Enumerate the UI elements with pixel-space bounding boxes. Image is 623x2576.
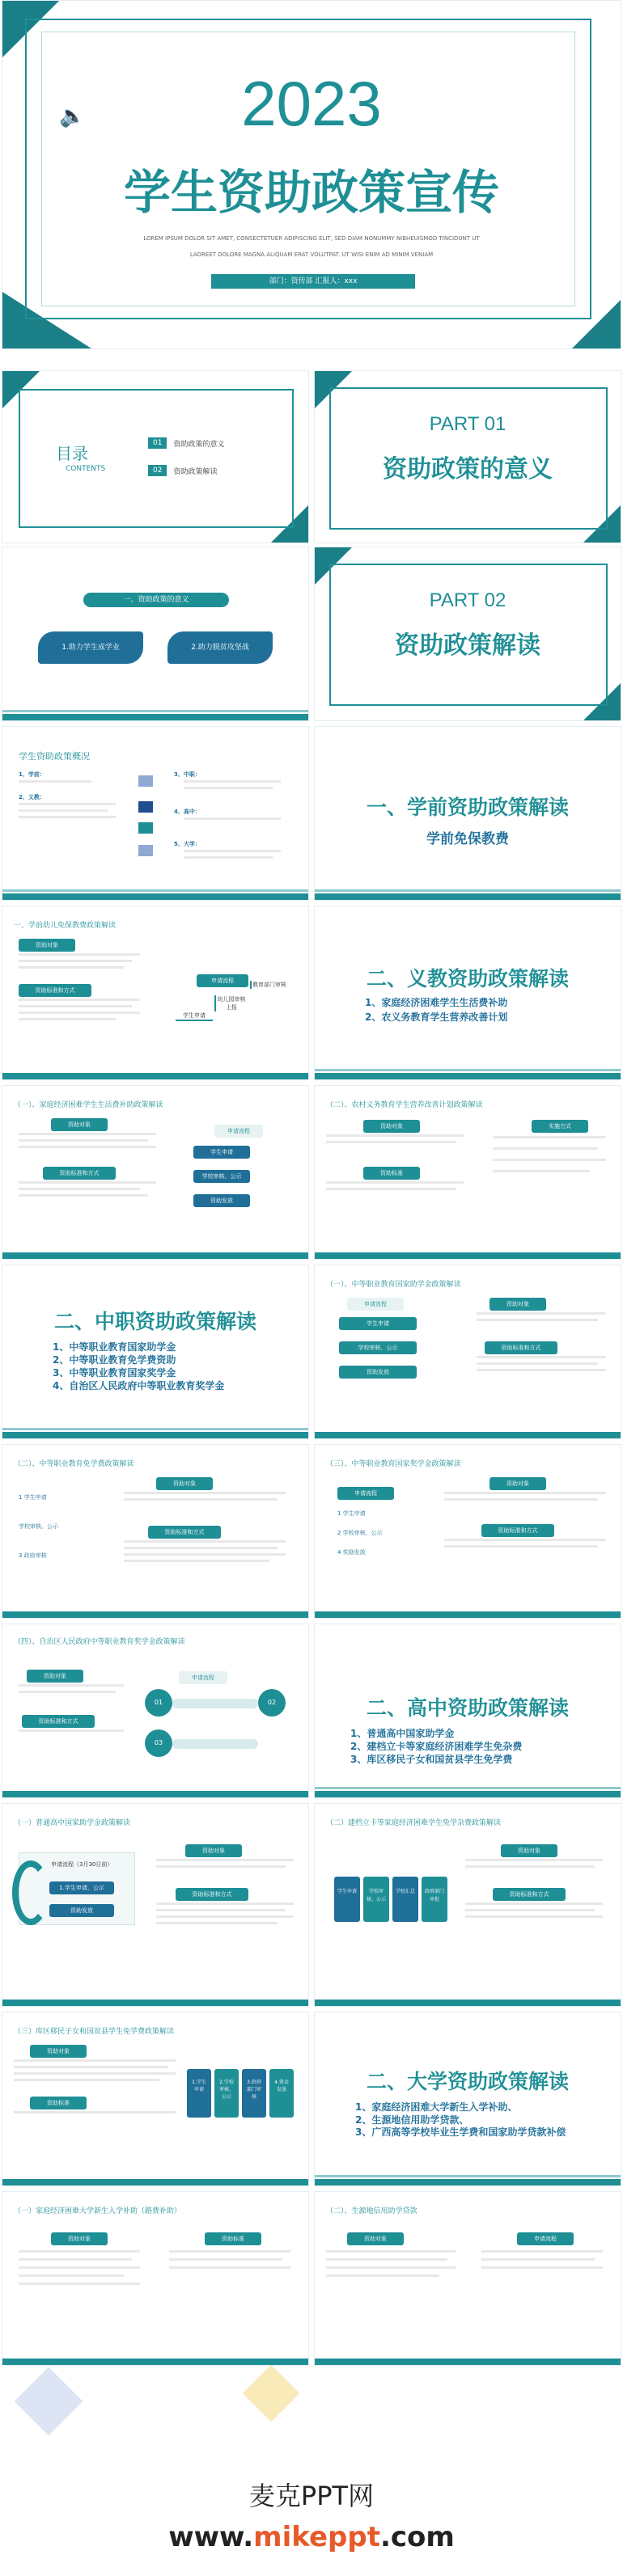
slide-part-01[interactable]: [314, 370, 621, 543]
uni-item-3: 3、广西高等学校毕业生学费和国家助学贷款补偿: [355, 2126, 566, 2138]
text-placeholder: [444, 1492, 606, 1494]
bottom-bar: [315, 1252, 621, 1259]
nu-pill-2: 资助标准: [363, 1167, 420, 1180]
toc-label-1: 资助政策的意义: [173, 440, 225, 449]
text-placeholder: [19, 1018, 116, 1020]
rs-pill-2: 资助标准和方式: [22, 1715, 95, 1728]
toc-item-2[interactable]: [148, 465, 217, 476]
fw-flow-4: 政府部门审批: [422, 1877, 447, 1922]
sig-header: 一、资助政策的意义: [123, 596, 189, 604]
text-placeholder: [19, 1684, 124, 1687]
ng-flow-title: 申请流程: [347, 1298, 404, 1311]
hs-item-1: 1、普通高中国家助学金: [350, 1728, 455, 1739]
bottom-bar-light: [315, 1787, 621, 1789]
vs-side-0: 申请流程: [337, 1487, 394, 1500]
text-placeholder: [14, 2072, 176, 2075]
text-placeholder: [19, 803, 116, 805]
text-placeholder: [444, 1498, 598, 1501]
text-placeholder: [477, 1369, 606, 1371]
footer-url[interactable]: [0, 2521, 623, 2553]
ta-header: （一）家庭经济困难大学新生入学补助（路费补助）: [14, 2207, 182, 2215]
bottom-bar: [315, 2179, 621, 2185]
bottom-bar-light: [2, 710, 308, 712]
hsg-pill-1: 资助对象: [185, 1844, 242, 1857]
preschool-title: 一、学前资助政策解读: [366, 796, 569, 819]
compulsory-item-1: 1、家庭经济困难学生生活费补助: [365, 997, 508, 1008]
compulsory-item-2: 2、农义务教育学生营养改善计划: [365, 1011, 508, 1023]
slide-highschool-title[interactable]: [314, 1624, 621, 1798]
bottom-bar: [2, 1073, 308, 1079]
ps-header: 一、学前幼儿免保教费政策解读: [14, 922, 117, 930]
footer-url-mid: mikeppt: [253, 2521, 380, 2553]
text-placeholder: [481, 2258, 595, 2261]
toc-title: 目录: [56, 444, 88, 463]
text-placeholder: [465, 1902, 603, 1905]
bottom-bar: [2, 1252, 308, 1259]
compulsory-title: 二、义教资助政策解读: [366, 967, 569, 990]
hs-title: 二、高中资助政策解读: [366, 1696, 569, 1720]
text-placeholder: [465, 1859, 603, 1861]
voc-item-2: 2、中等职业教育免学费资助: [53, 1354, 176, 1366]
overview-title: 学生资助政策概况: [19, 751, 90, 762]
rv-flow-1: 1.学生申请: [187, 2069, 211, 2118]
bottom-bar: [315, 2359, 621, 2365]
bottom-bar: [315, 1611, 621, 1618]
ps-pill-2: 资助标准和方式: [19, 984, 91, 997]
la-pill-2: 资助标准和方式: [43, 1167, 116, 1180]
bottom-bar-light: [2, 1428, 308, 1430]
text-placeholder: [493, 1159, 606, 1161]
sl-pill-1: 资助对象: [347, 2232, 404, 2245]
slide-reservoir[interactable]: [2, 2012, 309, 2186]
text-placeholder: [124, 1560, 269, 1562]
hsg-pill-2: 资助标准和方式: [176, 1888, 248, 1901]
text-placeholder: [124, 1547, 278, 1549]
slide-compulsory-title[interactable]: [314, 906, 621, 1080]
text-placeholder: [19, 960, 132, 962]
bottom-bar: [2, 2179, 308, 2185]
tf-pill-1: 资助对象: [156, 1477, 213, 1490]
text-placeholder: [19, 1729, 124, 1732]
la-flow-2: 学校审核、公示: [193, 1170, 250, 1183]
text-placeholder: [19, 2274, 124, 2277]
vs-side-1: 1 学生申请: [337, 1510, 366, 1517]
toc-num-2: 02: [148, 465, 167, 476]
bottom-bar-light: [315, 889, 621, 892]
text-placeholder: [477, 1319, 598, 1321]
text-placeholder: [326, 1134, 464, 1137]
deco-diamond-right: [243, 2365, 300, 2422]
text-placeholder: [169, 2250, 290, 2253]
overview-item-2: 2、义教：: [19, 794, 45, 800]
bottom-bar: [315, 1432, 621, 1438]
vs-pill-2: 资助标准和方式: [481, 1524, 554, 1537]
bottom-bar: [2, 1791, 308, 1797]
text-placeholder: [326, 2266, 456, 2269]
la-pill-1: 资助对象: [51, 1118, 108, 1131]
uni-item-2: 2、生源地信用助学贷款、: [355, 2114, 469, 2126]
text-placeholder: [19, 1691, 116, 1693]
ps-flow-title: 申请流程: [197, 974, 248, 987]
text-placeholder: [19, 1181, 156, 1184]
deco-diamond-left: [15, 2367, 83, 2436]
bottom-bar: [2, 714, 308, 720]
text-placeholder: [19, 1194, 148, 1197]
text-placeholder: [465, 1865, 595, 1868]
bottom-bar: [315, 1791, 621, 1797]
preschool-sub: 学前免保教费: [426, 831, 509, 847]
text-placeholder: [184, 787, 273, 789]
text-placeholder: [14, 2066, 167, 2068]
tf-pill-2: 资助标准和方式: [148, 1526, 221, 1539]
hs-item-2: 2、建档立卡等家庭经济困难学生免杂费: [350, 1741, 523, 1752]
text-placeholder: [326, 2258, 447, 2261]
text-placeholder: [444, 1545, 598, 1548]
voc-item-4: 4、自治区人民政府中等职业教育奖学金: [53, 1380, 225, 1391]
ps-pill-1: 资助对象: [19, 939, 75, 952]
text-placeholder: [19, 2250, 140, 2253]
uni-title: 二、大学资助政策解读: [366, 2070, 569, 2093]
fw-header: （二）建档立卡等家庭经济困难学生免学杂费政策解读: [326, 1819, 502, 1827]
slide-hs-grant[interactable]: [2, 1803, 309, 2007]
text-placeholder: [124, 1553, 286, 1556]
rv-flow-2: 2.学校审核、公示: [214, 2069, 239, 2118]
text-placeholder: [477, 1362, 598, 1365]
hsg-header: （一）普通高中国家助学金政策解读: [14, 1819, 131, 1827]
text-placeholder: [156, 1922, 278, 1924]
text-placeholder: [169, 2258, 282, 2261]
bottom-bar: [315, 893, 621, 900]
ng-flow-1: 学生申请: [339, 1317, 417, 1330]
slide-living-allowance[interactable]: [2, 1085, 309, 1260]
slide-student-loan[interactable]: [314, 2191, 621, 2366]
slide-travel-allowance[interactable]: [2, 2191, 309, 2366]
toc-sub: CONTENTS: [66, 465, 106, 473]
sig-box-1[interactable]: [38, 631, 143, 664]
slide-tuition-free[interactable]: [2, 1444, 309, 1619]
overview-box-1: [138, 775, 153, 787]
toc-num-1: 01: [148, 437, 167, 449]
text-placeholder: [326, 2274, 439, 2277]
toc-item-1[interactable]: [148, 437, 224, 449]
cover-lorem-2: LAOREET DOLORE MAGNA ALIQUAM ERAT VOLUTPAT. UT WISI ENIM AD MINIM VENIAM: [189, 251, 434, 258]
bottom-bar: [315, 2000, 621, 2006]
hsg-arc: [12, 1860, 49, 1925]
slide-overview[interactable]: [2, 726, 309, 901]
text-placeholder: [124, 1540, 286, 1543]
hsg-flow-1: 申请流程（3月30日前）: [51, 1861, 113, 1868]
text-placeholder: [184, 856, 273, 859]
text-placeholder: [184, 817, 281, 820]
bottom-bar-light: [315, 1069, 621, 1071]
ta-pill-1: 资助对象: [51, 2232, 108, 2245]
text-placeholder: [493, 1147, 598, 1150]
rs-circle-3-num: 03: [154, 1739, 163, 1746]
overview-item-1: 1、学前：: [19, 771, 45, 778]
slide-contents[interactable]: [2, 370, 309, 543]
text-placeholder: [19, 816, 116, 818]
fw-flow-3: 学校汇总: [392, 1877, 418, 1922]
text-placeholder: [19, 1139, 148, 1142]
sig-header-bar: [83, 593, 229, 607]
rs-circle-1-num: 01: [154, 1699, 163, 1706]
bottom-bar: [2, 893, 308, 900]
text-placeholder: [14, 2111, 176, 2114]
text-placeholder: [19, 953, 140, 956]
text-placeholder: [19, 2266, 140, 2269]
slide-fee-waiver[interactable]: [314, 1803, 621, 2007]
text-placeholder: [184, 780, 281, 783]
rv-pill-1: 资助对象: [30, 2045, 87, 2058]
fw-pill-1: 资助对象: [501, 1844, 557, 1857]
cover-dept-bar: [211, 274, 415, 289]
text-placeholder: [19, 999, 140, 1001]
la-header: （一）、家庭经济困难学生生活费补助政策解读: [14, 1101, 163, 1109]
text-placeholder: [326, 1188, 456, 1190]
part01-title: 资助政策的意义: [383, 455, 553, 484]
rs-circle-1: [145, 1689, 172, 1717]
slide-preschool-detail[interactable]: [2, 906, 309, 1080]
cover-dept: 部门：资传部 汇报人：xxx: [269, 277, 358, 285]
overview-item-5: 5、大学：: [174, 841, 201, 847]
text-placeholder: [326, 1181, 464, 1184]
text-placeholder: [19, 1146, 156, 1148]
text-placeholder: [156, 1865, 286, 1868]
rv-flow-3: 3.政府部门审核: [242, 2069, 266, 2118]
overview-item-3: 3、中职：: [174, 771, 201, 778]
tf-side-2: 学校审核、公示: [19, 1523, 58, 1530]
cover-year: 2023: [241, 68, 382, 139]
slide-significance[interactable]: [2, 547, 309, 721]
la-flow-3: 资助发放: [193, 1194, 250, 1207]
sig-box-2[interactable]: [167, 631, 273, 664]
ta-pill-2: 资助标准: [205, 2232, 261, 2245]
ps-flow-2: 幼儿园审核上报: [214, 995, 247, 1011]
text-placeholder: [493, 1170, 590, 1172]
cover-lorem-1: LOREM IPSUM DOLOR SIT AMET, CONSECTETUER ADIPISCING ELIT, SED DIAM NONUMMY NIBHEUISMOD TINCIDUNT UT: [143, 235, 480, 242]
text-placeholder: [465, 1915, 603, 1918]
la-flow-title: 申请流程: [214, 1125, 263, 1138]
nu-pill-1: 资助对象: [363, 1120, 420, 1133]
sl-pill-2: 申请流程: [517, 2232, 574, 2245]
text-placeholder: [465, 1909, 595, 1911]
nu-header: （二）、农村义务教育学生营养改善计划政策解读: [326, 1101, 483, 1109]
part02-title: 资助政策解读: [395, 631, 540, 660]
rs-circle-2: [258, 1689, 286, 1717]
text-placeholder: [156, 1859, 294, 1861]
text-placeholder: [156, 1902, 294, 1905]
cover-title: 学生资助政策宣传: [123, 165, 499, 220]
text-placeholder: [326, 2250, 456, 2253]
text-placeholder: [326, 1141, 456, 1143]
sig-box-2-label: 2.助力脱贫攻坚战: [191, 644, 249, 652]
text-placeholder: [124, 1498, 278, 1501]
bottom-bar: [2, 2000, 308, 2006]
slide-university-title[interactable]: [314, 2012, 621, 2186]
fw-flow-1: 学生申请: [334, 1877, 360, 1922]
sl-header: （二）、生源地信用助学贷款: [326, 2207, 417, 2215]
text-placeholder: [169, 2266, 290, 2269]
vs-side-3: 4 奖励发放: [337, 1549, 366, 1556]
rv-pill-2: 资助标准: [30, 2097, 87, 2109]
bottom-bar-light: [315, 2175, 621, 2177]
part01-label: PART 01: [429, 413, 506, 435]
footer-brand: 麦克PPT网: [248, 2481, 375, 2511]
overview-box-4: [138, 845, 153, 856]
slide-nutrition[interactable]: [314, 1085, 621, 1260]
ng-pill-2: 资助标准和方式: [485, 1341, 557, 1354]
vs-side-2: 2 学校审核、公示: [337, 1530, 383, 1536]
tf-side-1: 1 学生申请: [19, 1494, 47, 1501]
la-flow-1: 学生申请: [193, 1146, 250, 1159]
hs-item-3: 3、库区移民子女和国贫县学生免学费: [350, 1754, 513, 1765]
text-placeholder: [19, 1011, 140, 1014]
bottom-bar: [2, 1432, 308, 1438]
slide-regional-scholarship[interactable]: [2, 1624, 309, 1798]
tf-header: （二）、中等职业教育免学费政策解读: [14, 1460, 134, 1468]
rs-flow-title: 申请流程: [179, 1671, 227, 1684]
text-placeholder: [477, 1356, 606, 1358]
nu-pill-3: 实施方式: [532, 1120, 588, 1133]
bottom-bar: [2, 2359, 308, 2365]
slide-vocational-title[interactable]: [2, 1265, 309, 1439]
ps-flow-3: 教育部门审核: [250, 981, 287, 989]
voc-title: 二、中职资助政策解读: [53, 1310, 256, 1333]
slide-national-grant[interactable]: [314, 1265, 621, 1439]
rs-pill-1: 资助对象: [27, 1670, 83, 1683]
bottom-bar: [2, 1611, 308, 1618]
text-placeholder: [124, 1492, 286, 1494]
overview-box-3: [138, 822, 153, 834]
text-placeholder: [19, 1188, 140, 1190]
footer-url-pre: www.: [168, 2521, 254, 2553]
rs-header: （四）、自治区人民政府中等职业教育奖学金政策解读: [14, 1638, 185, 1646]
bottom-bar: [315, 1073, 621, 1079]
rs-connector: [172, 1699, 258, 1708]
rv-header: （三）库区移民子女和国贫县学生免学费政策解读: [14, 2028, 175, 2036]
slide-part-02[interactable]: [314, 547, 621, 721]
fw-flow-2: 学校审核、公示: [363, 1877, 389, 1922]
text-placeholder: [156, 1909, 286, 1911]
ng-pill-1: 资助对象: [490, 1298, 546, 1311]
text-placeholder: [481, 2266, 603, 2269]
ng-flow-2: 学校审核、公示: [339, 1341, 417, 1354]
vs-header: （三）、中等职业教育国家奖学金政策解读: [326, 1460, 461, 1468]
hsg-flow-2: 1.学生申请、公示: [49, 1881, 114, 1894]
text-placeholder: [493, 1136, 606, 1138]
text-placeholder: [156, 1915, 294, 1918]
text-placeholder: [19, 1133, 156, 1135]
voc-item-3: 3、中等职业教育国家奖学金: [53, 1367, 176, 1379]
sig-box-1-label: 1.助力学生成学业: [61, 644, 120, 652]
text-placeholder: [19, 809, 108, 812]
slide-cover[interactable]: [2, 0, 621, 349]
uni-item-1: 1、家庭经济困难大学新生入学补助、: [355, 2101, 518, 2113]
text-placeholder: [19, 780, 91, 783]
rs-connector-2: [172, 1739, 258, 1749]
text-placeholder: [481, 2250, 603, 2253]
ng-header: （一）、中等职业教育国家助学金政策解读: [326, 1281, 461, 1289]
text-placeholder: [184, 850, 281, 852]
footer-url-post: .com: [379, 2521, 455, 2553]
tf-side-3: 3 政府审核: [19, 1552, 47, 1559]
text-placeholder: [444, 1539, 606, 1541]
slide-preschool-title[interactable]: [314, 726, 621, 901]
rs-circle-3: [145, 1729, 172, 1757]
text-placeholder: [14, 2079, 159, 2081]
fw-pill-2: 资助标准和方式: [493, 1888, 566, 1901]
text-placeholder: [19, 966, 124, 969]
slide-vocational-scholarship[interactable]: [314, 1444, 621, 1619]
text-placeholder: [19, 2283, 140, 2285]
part02-label: PART 02: [429, 589, 506, 611]
vs-pill-1: 资助对象: [490, 1477, 546, 1490]
toc-label-2: 资助政策解读: [173, 467, 218, 476]
overview-item-4: 4、高中：: [174, 809, 201, 815]
ng-flow-3: 资助发放: [339, 1366, 417, 1379]
text-placeholder: [477, 1312, 606, 1315]
rv-flow-4: 4.资金发放: [269, 2069, 294, 2118]
text-placeholder: [19, 2258, 132, 2261]
hsg-flow-3: 资助发放: [49, 1904, 114, 1917]
text-placeholder: [14, 2059, 176, 2062]
text-placeholder: [19, 1005, 132, 1007]
voc-item-1: 1、中等职业教育国家助学金: [53, 1341, 176, 1353]
rs-circle-2-num: 02: [267, 1699, 277, 1706]
overview-box-2: [138, 801, 153, 813]
speaker-icon[interactable]: 🔈: [59, 104, 86, 129]
ps-flow-1: 学生申请: [176, 1011, 213, 1021]
bottom-bar-light: [2, 889, 308, 892]
